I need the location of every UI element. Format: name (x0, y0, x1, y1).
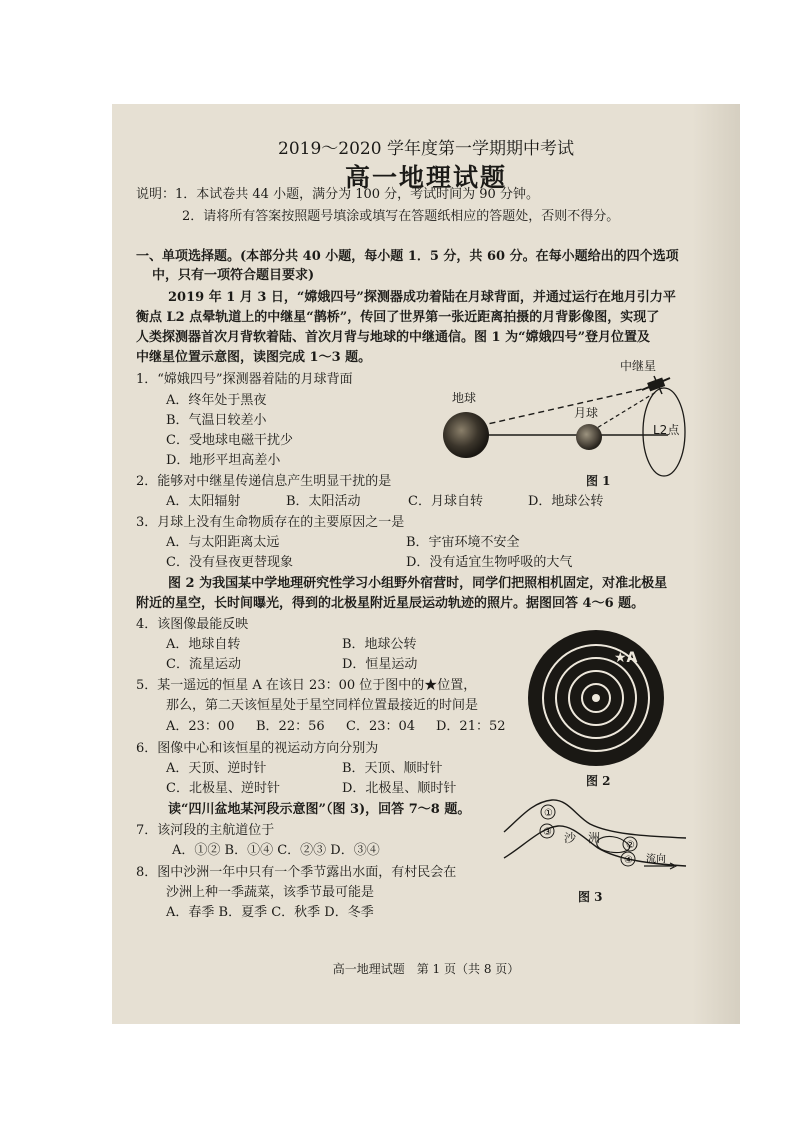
section1-line1: 一、单项选择题。(本部分共 40 小题，每小题 1．5 分，共 60 分。在每小题给出的四个选项 (136, 249, 679, 264)
marker-4: ④ (624, 855, 633, 866)
fig3-caption: 图 3 (578, 890, 603, 904)
q4-option-b: B．地球公转 (342, 637, 417, 652)
q1-stem: 1．“嫦娥四号”探测器着陆的月球背面 (136, 372, 353, 387)
marker-3: ③ (543, 827, 552, 838)
exam-paper (112, 104, 740, 1024)
q7-options: A．①② B．①④ C．②③ D．③④ (172, 843, 380, 858)
q2-option-b: B．太阳活动 (286, 494, 361, 509)
q5-option-a: A．23：00 (166, 719, 235, 734)
note-1: 说明：1．本试卷共 44 小题，满分为 100 分，考试时间为 90 分钟。 (136, 187, 539, 202)
passage1-line2: 衡点 L2 点晕轨道上的中继星“鹊桥”，传回了世界第一张近距离拍摄的月背影像图，实现了 (136, 310, 660, 325)
q1-option-b: B．气温日较差小 (166, 413, 267, 428)
q4-option-c: C．流星运动 (166, 657, 241, 672)
q1-option-d: D．地形平坦高差小 (166, 453, 281, 468)
passage3: 读“四川盆地某河段示意图”（图 3)，回答 7～8 题。 (168, 802, 471, 817)
figure-2 (526, 628, 666, 768)
q5-stem-line1: 5．某一遥远的恒星 A 在该日 23：00 位于图中的★位置， (136, 678, 477, 693)
q3-option-d: D．没有适宜生物呼吸的大气 (406, 555, 573, 570)
fig2-caption: 图 2 (586, 774, 611, 788)
q3-option-b: B．宇宙环境不安全 (406, 535, 520, 550)
q6-option-c: C．北极星、逆时针 (166, 781, 280, 796)
q8-stem-line1: 8．图中沙洲一年中只有一个季节露出水面，有村民会在 (136, 865, 457, 880)
figure-1 (432, 356, 692, 486)
q4-option-a: A．地球自转 (166, 637, 241, 652)
passage1-line1: 2019 年 1 月 3 日，“嫦娥四号”探测器成功着陆在月球背面，并通过运行在地月引力平 (168, 290, 676, 305)
q4-option-d: D．恒星运动 (342, 657, 418, 672)
passage2-line1: 图 2 为我国某中学地理研究性学习小组野外宿营时，同学们把照相机固定，对准北极星 (168, 576, 668, 591)
figure-3 (502, 794, 688, 884)
page-footer: 高一地理试题 第 1 页（共 8 页） (332, 962, 520, 976)
earth-globe-icon (443, 412, 489, 458)
q3-option-a: A．与太阳距离太远 (166, 535, 280, 550)
note-2: 2．请将所有答案按照题号填涂或填写在答题纸相应的答题处，否则不得分。 (182, 209, 620, 224)
fig1-l2-label: L2点 (653, 423, 680, 437)
q1-option-c: C．受地球电磁干扰少 (166, 433, 293, 448)
q6-option-b: B．天顶、顺时针 (342, 761, 443, 776)
q2-option-a: A．太阳辐射 (166, 494, 241, 509)
q6-stem: 6．图像中心和该恒星的视运动方向分别为 (136, 741, 379, 756)
q2-stem: 2．能够对中继星传递信息产生明显干扰的是 (136, 474, 392, 489)
marker-2: ② (626, 840, 635, 851)
sandbar-label: 沙 洲 (564, 831, 601, 845)
q3-stem: 3．月球上没有生命物质存在的主要原因之一是 (136, 515, 405, 530)
q5-option-b: B．22：56 (256, 719, 325, 734)
polaris-center-dot (592, 694, 600, 702)
paper-edge-shadow (692, 104, 740, 1024)
q5-stem-line2: 那么，第二天该恒星处于星空同样位置最接近的时间是 (166, 698, 479, 713)
fig1-relay-label: 中继星 (620, 359, 657, 373)
q2-option-c: C．月球自转 (408, 494, 483, 509)
moon-icon (576, 424, 602, 450)
fig1-caption: 图 1 (586, 474, 611, 488)
flow-label: 流向 (646, 854, 666, 865)
q8-options: A．春季 B．夏季 C．秋季 D．冬季 (166, 905, 374, 920)
q1-option-a: A．终年处于黑夜 (166, 393, 267, 408)
q6-option-a: A．天顶、逆时针 (166, 761, 267, 776)
star-a-label: ★A (614, 650, 638, 666)
q5-option-d: D．21：52 (436, 719, 506, 734)
q8-stem-line2: 沙洲上种一季蔬菜，该季节最可能是 (166, 885, 375, 900)
title-line1: 2019～2020 学年度第一学期期中考试 (278, 139, 574, 159)
q5-option-c: C．23：04 (346, 719, 416, 734)
q4-stem: 4．该图像最能反映 (136, 617, 249, 632)
passage1-line4: 中继星位置示意图，读图完成 1～3 题。 (136, 350, 372, 365)
q3-option-c: C．没有昼夜更替现象 (166, 555, 293, 570)
passage1-line3: 人类探测器首次月背软着陆、首次月背与地球的中继通信。图 1 为“嫦娥四号”登月位置及 (136, 330, 651, 345)
fig1-moon-label: 月球 (574, 406, 599, 420)
title-line2: 高一地理试题 (344, 163, 507, 192)
earth-relay-dash (470, 386, 656, 428)
section1-line2: 中，只有一项符合题目要求) (152, 268, 315, 283)
fig1-earth-label: 地球 (452, 391, 477, 405)
q7-stem: 7．该河段的主航道位于 (136, 823, 275, 838)
q6-option-d: D．北极星、顺时针 (342, 781, 457, 796)
marker-1: ① (544, 808, 553, 819)
q2-option-d: D．地球公转 (528, 494, 604, 509)
passage2-line2: 附近的星空，长时间曝光，得到的北极星附近星辰运动轨迹的照片。据图回答 4～6 题。 (136, 596, 645, 611)
